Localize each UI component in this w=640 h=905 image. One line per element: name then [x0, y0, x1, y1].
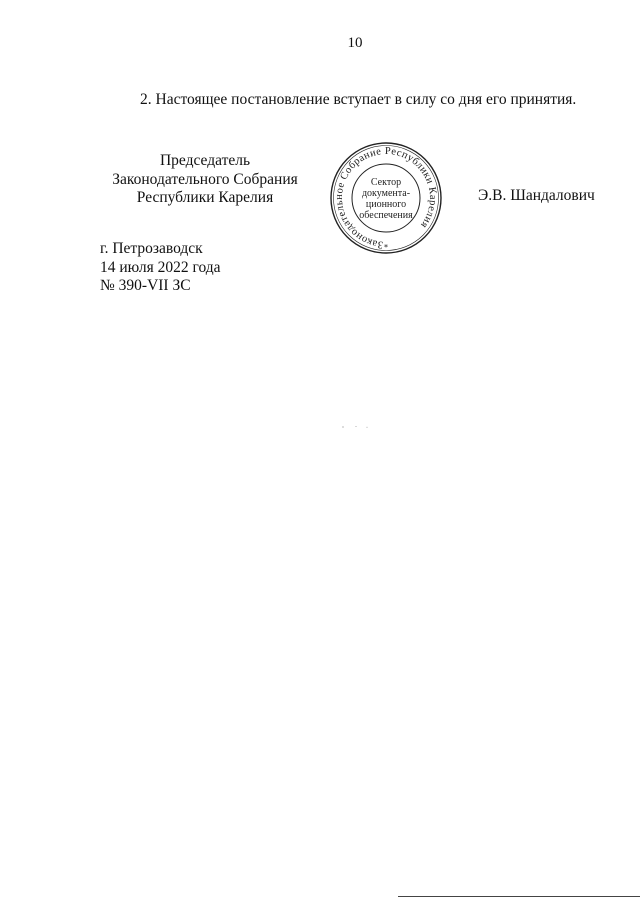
seal-star: * [384, 243, 388, 252]
signer-title-line: Председатель [159, 152, 251, 169]
signer-title [100, 152, 310, 208]
document-number: № 390-VII ЗС [100, 277, 191, 294]
signer-title-line: Республики Карелия [136, 189, 274, 206]
seal-inner-line: обеспечения [359, 210, 413, 221]
document-city: г. Петрозаводск [100, 240, 203, 257]
document-footer [100, 240, 221, 296]
scan-specks [340, 424, 370, 430]
seal-outer-text-value: Законодательное Собрание Республики Карелия [333, 145, 439, 250]
official-seal-stamp [328, 140, 444, 256]
signer-name: Э.В. Шандалович [478, 187, 595, 204]
resolution-paragraph: 2. Настоящее постановление вступает в силу со дня его принятия. [140, 91, 577, 108]
signer-title-line: Законодательного Собрания [112, 170, 298, 188]
seal-inner-line: Сектор [370, 177, 402, 188]
seal-inner-line: документа- [361, 188, 411, 199]
document-date: 14 июля 2022 года [100, 258, 221, 276]
page-number: 10 [347, 35, 363, 51]
seal-inner-line: ционного [365, 199, 407, 210]
scan-edge-line [398, 896, 640, 897]
